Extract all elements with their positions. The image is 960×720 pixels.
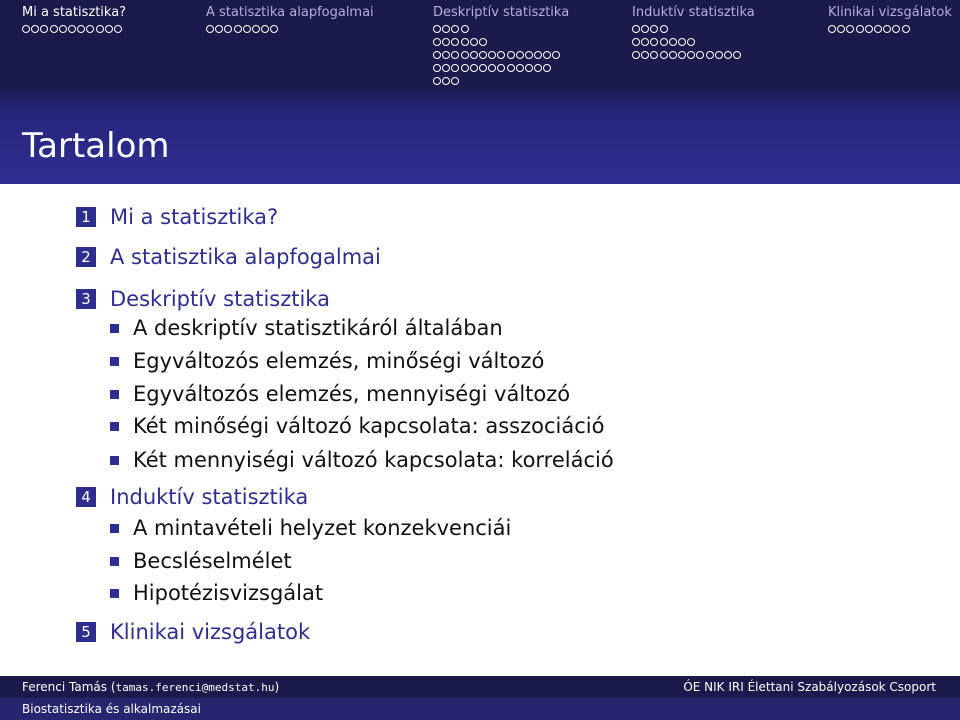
frame-dot-icon[interactable] xyxy=(733,51,741,59)
frame-dot-icon[interactable] xyxy=(641,25,649,33)
nav-section-5[interactable] xyxy=(828,5,952,34)
toc-section-title[interactable]: Deskriptív statisztika xyxy=(110,287,330,311)
frame-dot-icon[interactable] xyxy=(525,51,533,59)
frame-dot-icon[interactable] xyxy=(68,25,76,33)
frame-dot-icon[interactable] xyxy=(77,25,85,33)
frame-dot-icon[interactable] xyxy=(442,38,450,46)
toc-subsection-title[interactable]: A mintavételi helyzet konzekvenciái xyxy=(133,516,512,540)
section-number-badge: 5 xyxy=(76,622,96,642)
square-bullet-icon xyxy=(110,557,119,566)
frame-dot-icon[interactable] xyxy=(270,25,278,33)
frame-dot-icon[interactable] xyxy=(488,51,496,59)
frame-dot-icon[interactable] xyxy=(442,64,450,72)
toc-subsection[interactable] xyxy=(110,382,570,406)
frame-dot-icon[interactable] xyxy=(243,25,251,33)
frame-dot-icon[interactable] xyxy=(50,25,58,33)
frame-dot-icon[interactable] xyxy=(59,25,67,33)
frame-dot-icon[interactable] xyxy=(828,25,836,33)
frame-dot-icon[interactable] xyxy=(516,64,524,72)
frame-dot-icon[interactable] xyxy=(31,25,39,33)
toc-section-title[interactable]: Klinikai vizsgálatok xyxy=(110,620,311,644)
frame-dot-icon[interactable] xyxy=(442,77,450,85)
frame-dot-icon[interactable] xyxy=(516,51,524,59)
footer-author-name: Ferenci Tamás xyxy=(22,680,108,694)
square-bullet-icon xyxy=(110,357,119,366)
frame-dot-icon[interactable] xyxy=(678,51,686,59)
toc-subsection-title[interactable]: Két mennyiségi változó kapcsolata: korreláció xyxy=(133,448,614,472)
frame-dot-icon[interactable] xyxy=(856,25,864,33)
nav-section-2[interactable] xyxy=(206,5,374,34)
frame-dot-icon[interactable] xyxy=(451,25,459,33)
frame-dot-icon[interactable] xyxy=(892,25,900,33)
nav-section-4[interactable] xyxy=(632,5,755,60)
frame-dot-icon[interactable] xyxy=(86,25,94,33)
frame-dot-icon[interactable] xyxy=(479,51,487,59)
frame-dot-icon[interactable] xyxy=(660,38,668,46)
footer-author: Ferenci Tamás (tamas.ferenci@medstat.hu) xyxy=(22,680,280,694)
frame-dot-icon[interactable] xyxy=(470,51,478,59)
nav-frame-dots xyxy=(433,25,569,34)
frame-dot-icon[interactable] xyxy=(641,51,649,59)
frame-title-band xyxy=(0,88,960,184)
square-bullet-icon xyxy=(110,422,119,431)
frame-dot-icon[interactable] xyxy=(114,25,122,33)
frame-dot-icon[interactable] xyxy=(461,64,469,72)
square-bullet-icon xyxy=(110,456,119,465)
toc-subsection[interactable] xyxy=(110,414,604,438)
frame-dot-icon[interactable] xyxy=(433,77,441,85)
frame-dot-icon[interactable] xyxy=(534,64,542,72)
frame-dot-icon[interactable] xyxy=(641,38,649,46)
toc-subsection[interactable] xyxy=(110,316,503,340)
frame-dot-icon[interactable] xyxy=(451,38,459,46)
frame-dot-icon[interactable] xyxy=(22,25,30,33)
toc-section-title[interactable]: Mi a statisztika? xyxy=(110,205,279,229)
frame-dot-icon[interactable] xyxy=(552,51,560,59)
toc-section-1[interactable] xyxy=(76,205,278,229)
frame-dot-icon[interactable] xyxy=(433,51,441,59)
toc-subsection[interactable] xyxy=(110,516,511,540)
square-bullet-icon xyxy=(110,589,119,598)
square-bullet-icon xyxy=(110,324,119,333)
frame-dot-icon[interactable] xyxy=(846,25,854,33)
frame-dot-icon[interactable] xyxy=(678,38,686,46)
frame-dot-icon[interactable] xyxy=(650,38,658,46)
frame-dot-icon[interactable] xyxy=(479,64,487,72)
frame-dot-icon[interactable] xyxy=(650,51,658,59)
frame-dot-icon[interactable] xyxy=(461,25,469,33)
frame-dot-icon[interactable] xyxy=(632,38,640,46)
toc-section-2[interactable] xyxy=(76,245,381,269)
toc-subsection-title[interactable]: Becsléselmélet xyxy=(133,549,292,573)
frame-dot-icon[interactable] xyxy=(660,51,668,59)
toc-subsection-title[interactable]: Hipotézisvizsgálat xyxy=(133,581,324,605)
toc-section-title[interactable]: Induktív statisztika xyxy=(110,485,309,509)
footer-course: Biostatisztika és alkalmazásai xyxy=(22,702,201,716)
nav-frame-dots xyxy=(433,38,569,47)
frame-dot-icon[interactable] xyxy=(224,25,232,33)
frame-dot-icon[interactable] xyxy=(470,38,478,46)
nav-frame-dots xyxy=(206,25,374,34)
toc-subsection-title[interactable]: A deskriptív statisztikáról általában xyxy=(133,316,503,340)
section-navigation-bar xyxy=(0,0,960,88)
frame-dot-icon[interactable] xyxy=(669,38,677,46)
frame-dot-icon[interactable] xyxy=(632,51,640,59)
toc-subsection-title[interactable]: Két minőségi változó kapcsolata: asszociáció xyxy=(133,414,605,438)
frame-dot-icon[interactable] xyxy=(479,38,487,46)
frame-dot-icon[interactable] xyxy=(261,25,269,33)
nav-section-title[interactable]: A statisztika alapfogalmai xyxy=(206,5,374,20)
nav-frame-dots xyxy=(632,51,755,60)
frame-dot-icon[interactable] xyxy=(433,38,441,46)
frame-dot-icon[interactable] xyxy=(234,25,242,33)
section-number-badge: 1 xyxy=(76,207,96,227)
toc-section-3[interactable] xyxy=(76,287,330,311)
frame-dot-icon[interactable] xyxy=(451,77,459,85)
frame-dot-icon[interactable] xyxy=(442,51,450,59)
frame-dot-icon[interactable] xyxy=(215,25,223,33)
frame-dot-icon[interactable] xyxy=(543,51,551,59)
frame-dot-icon[interactable] xyxy=(451,64,459,72)
frame-dot-icon[interactable] xyxy=(451,51,459,59)
frame-dot-icon[interactable] xyxy=(660,25,668,33)
frame-dot-icon[interactable] xyxy=(507,51,515,59)
square-bullet-icon xyxy=(110,390,119,399)
frame-dot-icon[interactable] xyxy=(687,51,695,59)
frame-dot-icon[interactable] xyxy=(507,64,515,72)
nav-section-title[interactable]: Klinikai vizsgálatok xyxy=(828,5,952,20)
nav-section-3[interactable] xyxy=(433,5,569,99)
toc-section-title[interactable]: A statisztika alapfogalmai xyxy=(110,245,381,269)
frame-dot-icon[interactable] xyxy=(874,25,882,33)
footer-course-bar xyxy=(0,698,960,720)
frame-dot-icon[interactable] xyxy=(433,25,441,33)
toc-subsection[interactable] xyxy=(110,581,323,605)
nav-section-1[interactable] xyxy=(22,5,126,34)
toc-section-5[interactable] xyxy=(76,620,310,644)
nav-frame-dots xyxy=(632,38,755,47)
frame-dot-icon[interactable] xyxy=(461,38,469,46)
frame-dot-icon[interactable] xyxy=(96,25,104,33)
footer-email[interactable]: tamas.ferenci@medstat.hu xyxy=(115,681,275,694)
frame-dot-icon[interactable] xyxy=(696,51,704,59)
toc-subsection[interactable] xyxy=(110,549,292,573)
toc-subsection-title[interactable]: Egyváltozós elemzés, minőségi változó xyxy=(133,349,545,373)
frame-dot-icon[interactable] xyxy=(497,51,505,59)
frame-dot-icon[interactable] xyxy=(902,25,910,33)
frame-dot-icon[interactable] xyxy=(650,25,658,33)
toc-subsection-title[interactable]: Egyváltozós elemzés, mennyiségi változó xyxy=(133,382,571,406)
frame-dot-icon[interactable] xyxy=(433,64,441,72)
nav-frame-dots xyxy=(433,64,569,73)
frame-dot-icon[interactable] xyxy=(865,25,873,33)
frame-dot-icon[interactable] xyxy=(534,51,542,59)
frame-dot-icon[interactable] xyxy=(883,25,891,33)
square-bullet-icon xyxy=(110,524,119,533)
frame-dot-icon[interactable] xyxy=(497,64,505,72)
frame-dot-icon[interactable] xyxy=(252,25,260,33)
footer-institution: ÓE NIK IRI Élettani Szabályozások Csoport xyxy=(683,680,936,694)
frame-title: Tartalom xyxy=(22,126,170,166)
section-number-badge: 3 xyxy=(76,289,96,309)
toc-subsection[interactable] xyxy=(110,349,544,373)
frame-dot-icon[interactable] xyxy=(632,25,640,33)
frame-dot-icon[interactable] xyxy=(687,38,695,46)
nav-frame-dots xyxy=(632,25,755,34)
frame-dot-icon[interactable] xyxy=(715,51,723,59)
frame-dot-icon[interactable] xyxy=(442,25,450,33)
frame-dot-icon[interactable] xyxy=(706,51,714,59)
toc-subsection[interactable] xyxy=(110,448,614,472)
frame-dot-icon[interactable] xyxy=(206,25,214,33)
frame-dot-icon[interactable] xyxy=(105,25,113,33)
toc-section-4[interactable] xyxy=(76,485,308,509)
section-number-badge: 4 xyxy=(76,487,96,507)
nav-frame-dots xyxy=(828,25,952,34)
frame-dot-icon[interactable] xyxy=(543,64,551,72)
frame-dot-icon[interactable] xyxy=(724,51,732,59)
frame-dot-icon[interactable] xyxy=(488,64,496,72)
nav-section-title[interactable]: Deskriptív statisztika xyxy=(433,5,570,20)
section-number-badge: 2 xyxy=(76,247,96,267)
frame-dot-icon[interactable] xyxy=(525,64,533,72)
footer-author-bar xyxy=(0,676,960,698)
frame-dot-icon[interactable] xyxy=(461,51,469,59)
nav-frame-dots xyxy=(433,51,569,60)
nav-frame-dots xyxy=(433,77,569,86)
frame-dot-icon[interactable] xyxy=(837,25,845,33)
nav-section-title[interactable]: Mi a statisztika? xyxy=(22,5,127,20)
nav-section-title[interactable]: Induktív statisztika xyxy=(632,5,755,20)
frame-dot-icon[interactable] xyxy=(40,25,48,33)
frame-dot-icon[interactable] xyxy=(470,64,478,72)
nav-frame-dots xyxy=(22,25,126,34)
frame-dot-icon[interactable] xyxy=(669,51,677,59)
